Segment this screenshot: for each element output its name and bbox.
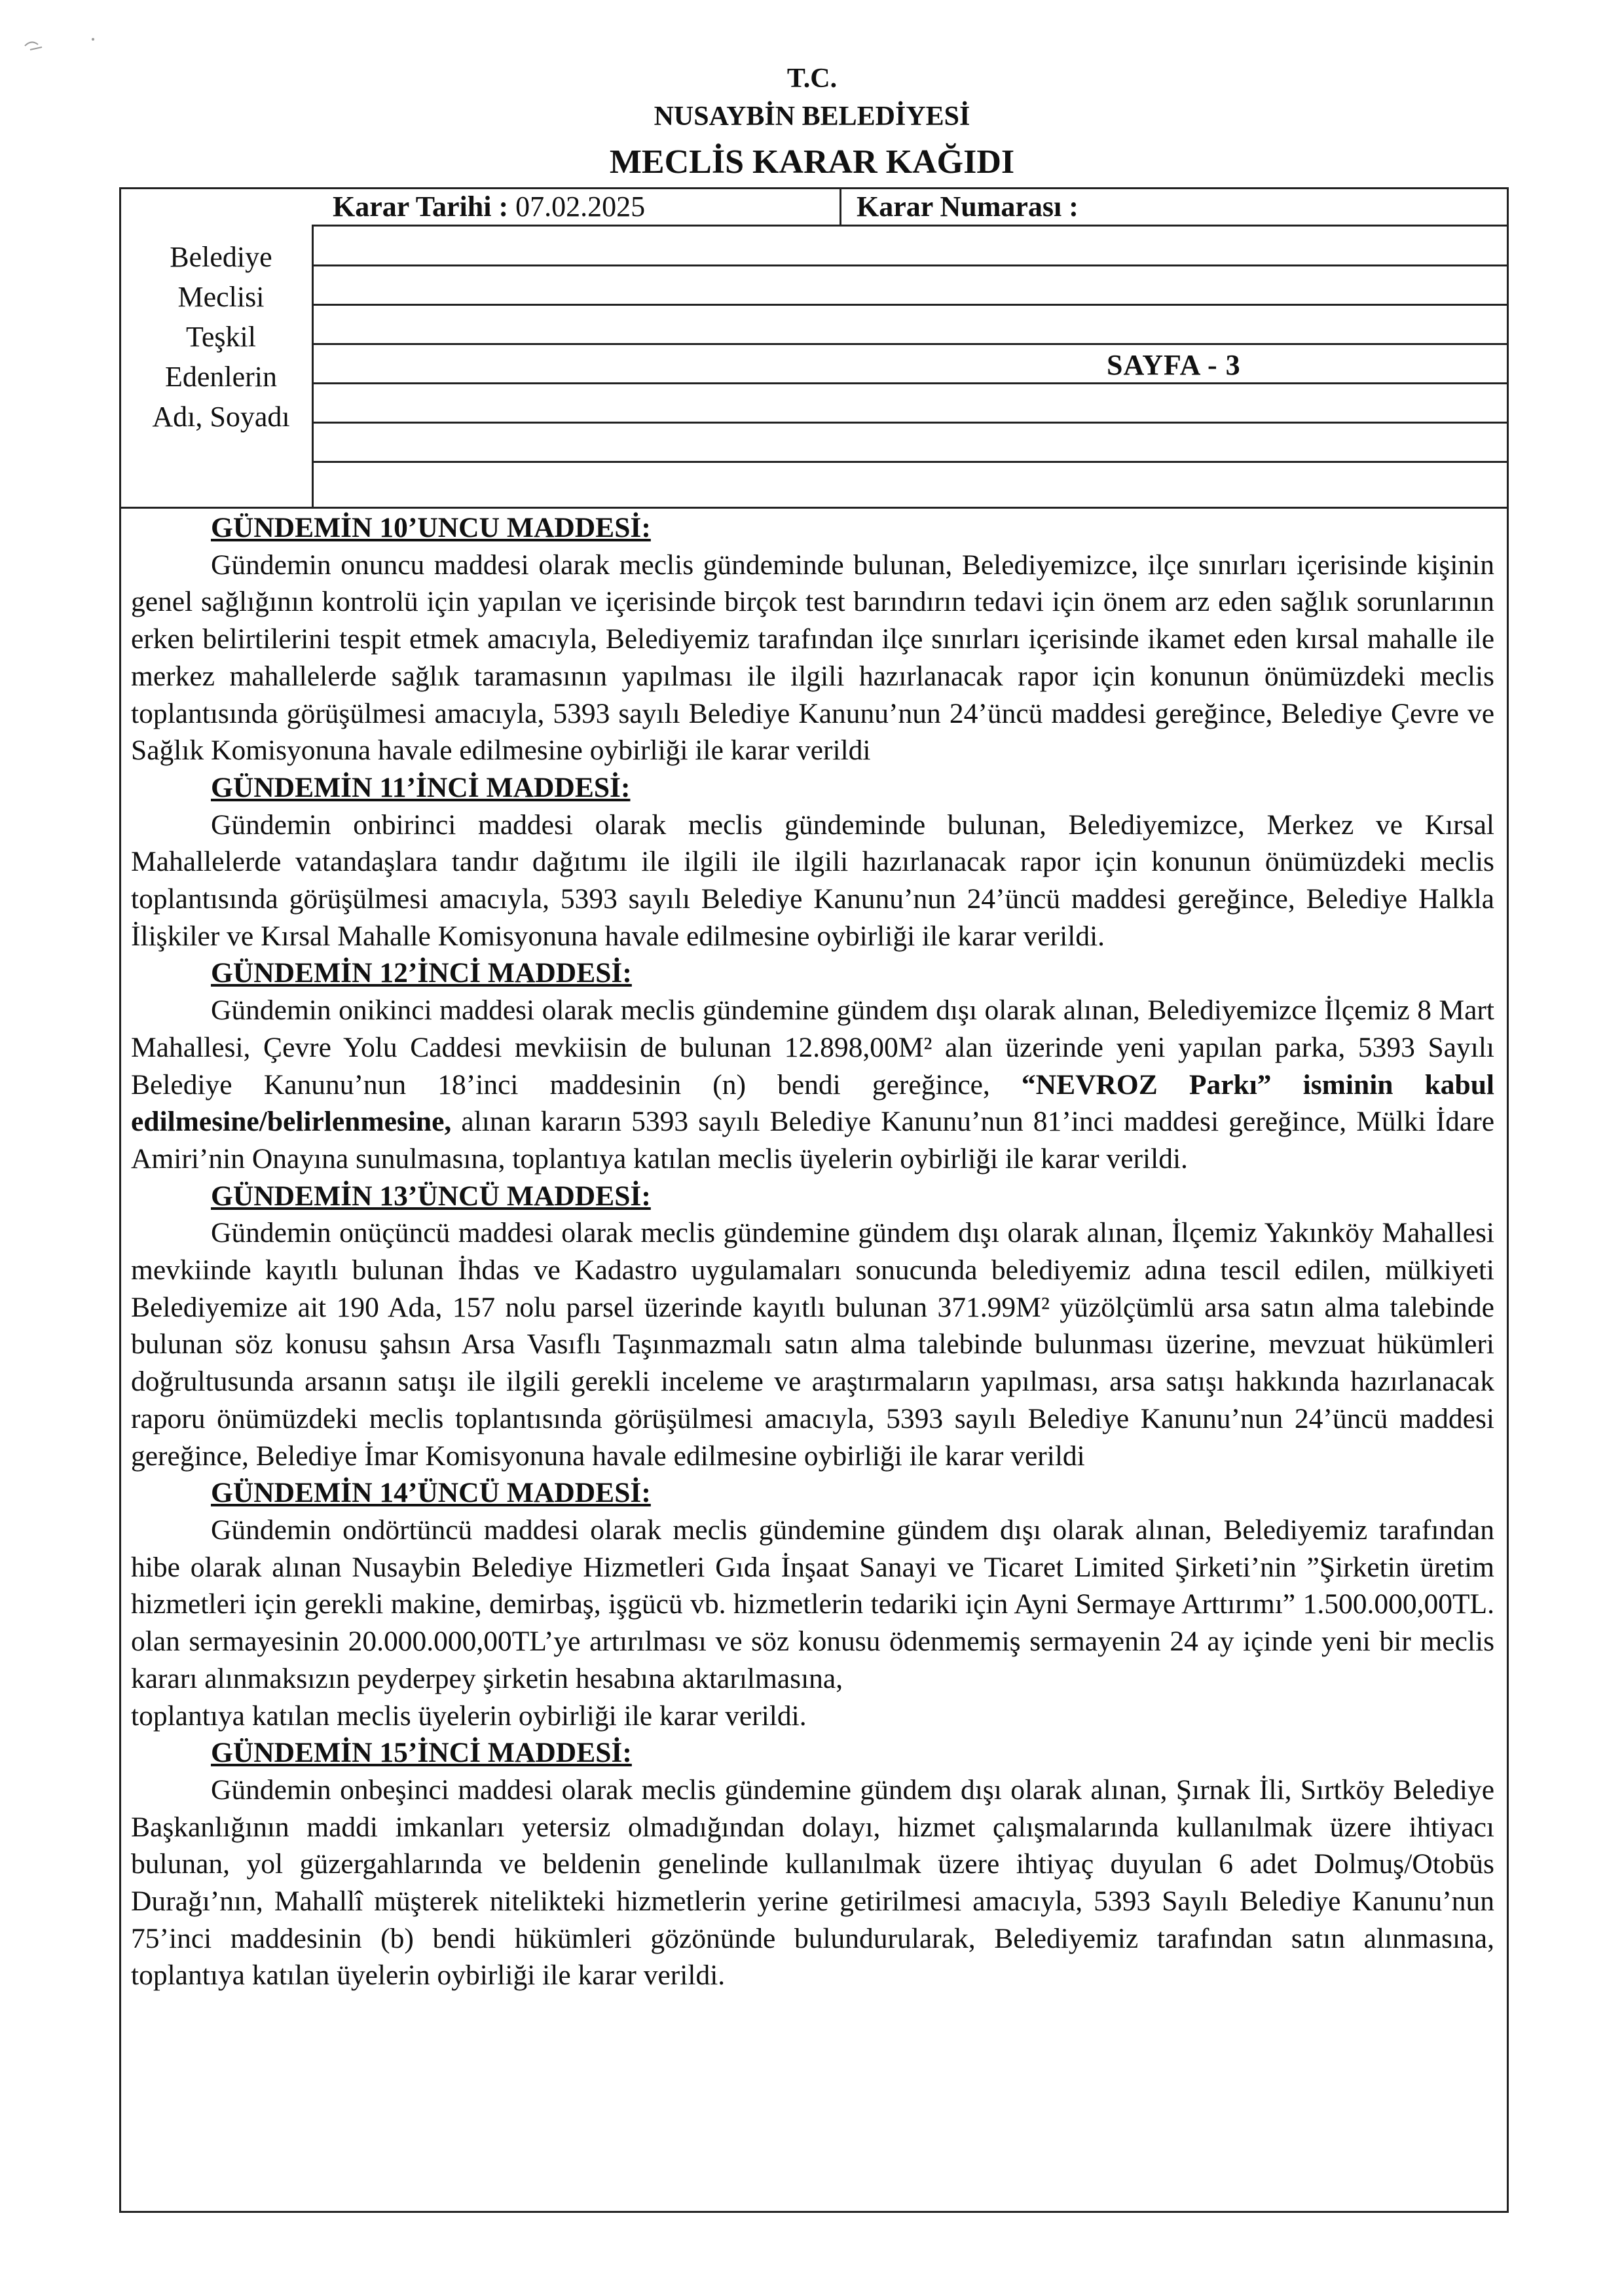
header-municipality: NUSAYBİN BELEDİYESİ (654, 101, 970, 132)
meta-divider (840, 187, 841, 225)
agenda-item-15-title: GÜNDEMİN 15’İNCİ MADDESİ: (211, 1737, 632, 1769)
decision-date-value: 07.02.2025 (515, 191, 646, 223)
decision-date (333, 190, 645, 223)
members-label-line: Adı, Soyadı (152, 401, 290, 433)
members-label-line: Belediye (170, 241, 272, 273)
decision-date-label: Karar Tarihi : (333, 191, 509, 223)
members-block-bottom (119, 507, 1509, 509)
agenda-item-14-text: Gündemin ondörtüncü maddesi olarak meclis gündemine gündem dışı olarak alınan, Belediyemiz tarafından hibe olarak alınan Nusaybin Belediye Hizmetleri Gıda İnşaat Sanayi ve Ticaret Limited Şirketi’nin ”Şirketin üretim hizmetleri için gerekli makine, demirbaş, işgücü vb. hizmetlerin tedariki için Ayni Sermaye Arttırımı” 1.500.000,00TL. olan sermayesinin 20.000.000,00TL’ye artırılması ve söz konusu ödenmemiş sermayenin 24 ay içinde yeni bir meclis kararı alınmaksızın peyderpey şirketin hesabına aktarılmasına, (131, 1514, 1494, 1694)
member-line (312, 304, 1509, 306)
agenda-item-10-title: GÜNDEMİN 10’UNCU MADDESİ: (211, 512, 651, 543)
decision-body (131, 509, 1494, 1994)
decision-number (857, 190, 1079, 223)
agenda-item-14-title: GÜNDEMİN 14’ÜNCÜ MADDESİ: (211, 1477, 651, 1509)
member-line (312, 382, 1509, 384)
agenda-item-12-text-start: Gündemin onikinci maddesi olarak meclis gündemine gündem dışı olarak alınan, Belediyemizce İlçemiz 8 Mart Mahallesi, Çevre Yolu Caddesi mevkiisin de bulunan 12.898,00M² alan üzerinde yeni yapılan parka, 5393 Sayılı Belediye Kanunu’nun 18’inci maddesinin (n) bendi gereğince, (131, 994, 1494, 1101)
agenda-item-12-text-end: alınan kararın 5393 sayılı Belediye Kanunu’nun 81’inci maddesi gereğince, Mülki İdare Amiri’nin Onayına sunulmasına, toplantıya katılan meclis üyelerin oybirliği ile karar verildi. (131, 1106, 1494, 1175)
agenda-item-12-title: GÜNDEMİN 12’İNCİ MADDESİ: (211, 957, 632, 989)
agenda-item-11-title: GÜNDEMİN 11’İNCİ MADDESİ: (211, 771, 631, 803)
member-line (312, 343, 1509, 345)
decision-number-label: Karar Numarası : (857, 191, 1079, 223)
scan-artifact (24, 26, 102, 52)
member-line (312, 461, 1509, 463)
member-line (312, 422, 1509, 424)
agenda-item-13-text: Gündemin onüçüncü maddesi olarak meclis gündemine gündem dışı olarak alınan, İlçemiz Yakınköy Mahallesi mevkiinde kayıtlı bulunan İhdas ve Kadastro uygulamaları sonucunda belediyemiz adına tescil edilen, mülkiyeti Belediyemize ait 190 Ada, 157 nolu parsel üzerinde kayıtlı bulunan 371.99M² yüzölçümlü arsa satın alma talebinde bulunan söz konusu şahsın Arsa Vasıflı Taşınmazmalı satın alma talebinde bulunması üzerine, mevzuat hükümleri doğrultusunda arsanın satışı ile ilgili gerekli inceleme ve araştırmaların yapılması, arsa satışı hakkında hazırlanacak raporu önümüzdeki meclis toplantısında görüşülmesi amacıyla, 5393 sayılı Belediye Kanunu’nun 24’üncü maddesi gereğince, Belediye İmar Komisyonuna havale edilmesine oybirliği ile karar verildi (131, 1217, 1494, 1472)
agenda-item-15-text: Gündemin onbeşinci maddesi olarak meclis gündemine gündem dışı olarak alınan, Şırnak İli, Sırtköy Belediye Başkanlığının maddi imkanları yetersiz olmadığından dolayı, hizmet çalışmalarında kullanılmak üzere ihtiyacı bulunan, yol güzergahlarında ve beldenin genelinde kullanılmak üzere ihtiyaç duyulan 6 adet Dolmuş/Otobüs Durağı’nın, Mahallî müşterek nitelikteki hizmetlerin yerine getirilmesi amacıyla, 5393 Sayılı Belediye Kanunu’nun 75’inci maddesinin (b) bendi hükümleri gözönünde bulundurularak, Belediyemiz tarafından satın alınmasına, toplantıya katılan üyelerin oybirliği ile karar verildi. (131, 1774, 1494, 1992)
page-number: SAYFA - 3 (1107, 349, 1241, 381)
park-name-decision: “NEVROZ Parkı” isminin kabul edilmesine/belirlenmesine, (131, 1068, 1494, 1138)
agenda-item-13-title: GÜNDEMİN 13’ÜNCÜ MADDESİ: (211, 1180, 651, 1212)
members-label-line: Teşkil (186, 321, 256, 353)
meta-row-bottom (312, 225, 1509, 227)
agenda-item-11-text: Gündemin onbirinci maddesi olarak meclis gündeminde bulunan, Belediyemizce, Merkez ve Kırsal Mahallelerde vatandaşlara tandır dağıtımı ile ilgili ile ilgili hazırlanacak rapor için konunun önümüzdeki meclis toplantısında görüşülmesi amacıyla, 5393 sayılı Belediye Kanunu’nun 24’üncü maddesi gereğince, Belediye Halkla İlişkiler ve Kırsal Mahalle Komisyonuna havale edilmesine oybirliği ile karar verildi. (131, 809, 1494, 952)
document-title: MECLİS KARAR KAĞIDI (609, 143, 1015, 181)
agenda-item-12-text (131, 992, 1494, 1178)
agenda-item-10-text: Gündemin onuncu maddesi olarak meclis gündeminde bulunan, Belediyemizce, ilçe sınırları içerisinde kişinin genel sağlığının kontrolü için yapılan ve içerisinde birçok test barındırın tedavi için önem arz eden sağlık sorunlarının erken belirtilerini tespit etmek amacıyla, Belediyemiz tarafından ilçe sınırları içerisinde ikamet eden kırsal mahalle ile merkez mahallelerde sağlık taramasının yapılması ile ilgili hazırlanacak rapor için konunun önümüzdeki meclis toplantısında görüşülmesi amacıyla, 5393 sayılı Belediye Kanunu’nun 24’üncü maddesi gereğince, Belediye Çevre ve Sağlık Komisyonuna havale edilmesine oybirliği ile karar verildi (131, 549, 1494, 767)
member-line (312, 264, 1509, 266)
members-label-line: Meclisi (177, 281, 265, 313)
agenda-item-14-closing: toplantıya katılan meclis üyelerin oybirliği ile karar verildi. (131, 1700, 807, 1732)
members-label (131, 237, 311, 437)
members-label-line: Edenlerin (164, 361, 278, 393)
members-divider (312, 225, 314, 507)
header-country: T.C. (786, 64, 838, 94)
